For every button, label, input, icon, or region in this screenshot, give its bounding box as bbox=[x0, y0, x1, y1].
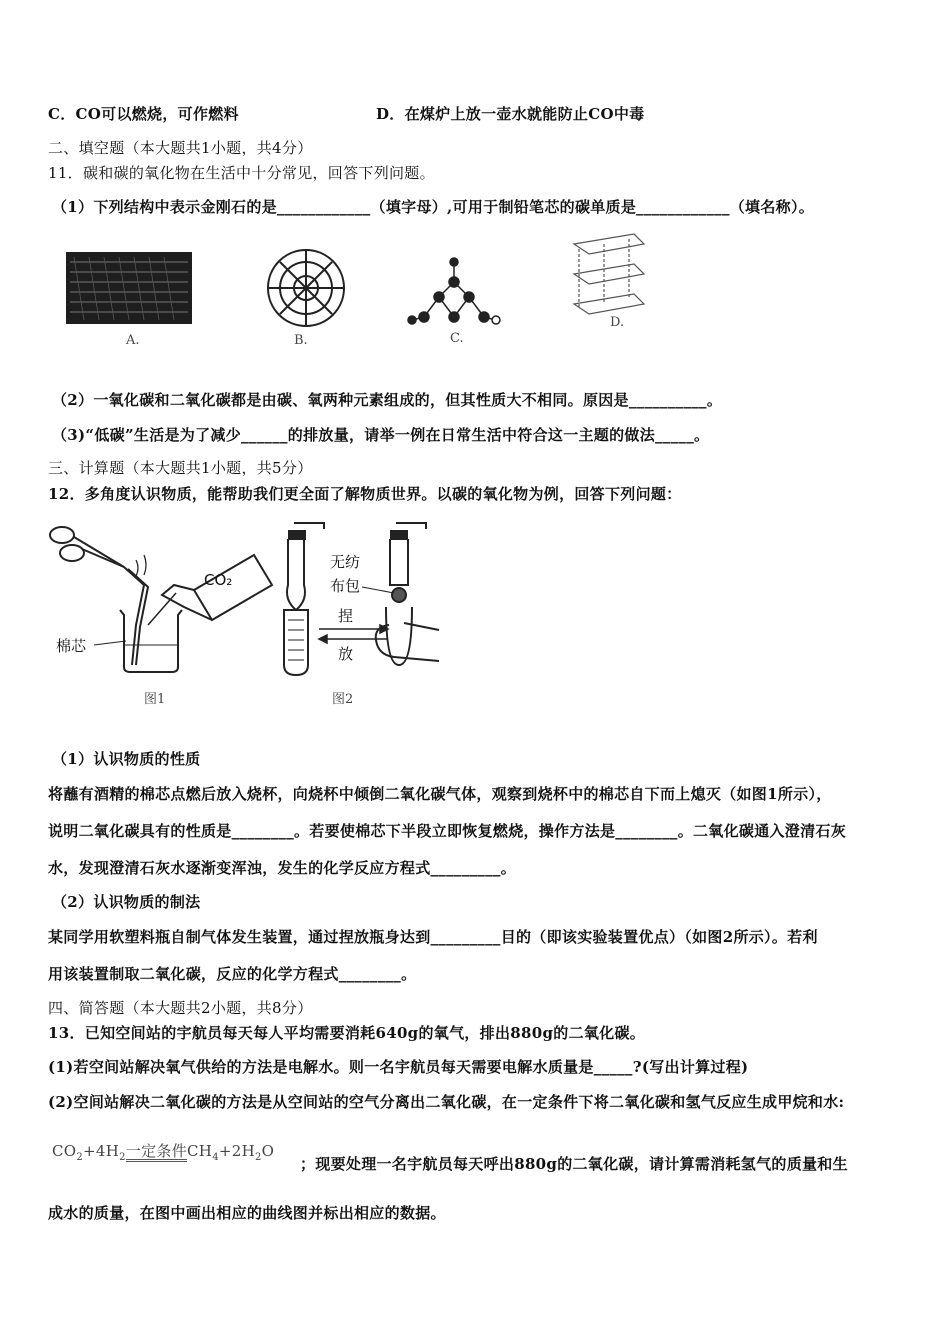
section-2-heading: 二、填空题（本大题共1小题，共4分） bbox=[48, 139, 313, 157]
release-label: 放 bbox=[338, 645, 354, 663]
label-b: B. bbox=[294, 333, 308, 348]
carbon-structures-figure bbox=[44, 222, 664, 350]
squeeze-label: 捏 bbox=[338, 607, 354, 625]
q12-stem: 12．多角度认识物质，能帮助我们更全面了解物质世界。以碳的氧化物为例，回答下列问题： bbox=[48, 485, 682, 503]
fig1-caption: 图1 bbox=[144, 692, 166, 707]
q10-option-d: D．在煤炉上放一壶水就能防止CO中毒 bbox=[376, 105, 645, 123]
section-3-heading: 三、计算题（本大题共1小题，共5分） bbox=[48, 459, 313, 477]
q12-para-2: 说明二氧化碳具有的性质是________。若要使棉芯下半段立即恢复燃烧，操作方法是________。二氧化碳通入澄清石灰 bbox=[48, 822, 847, 840]
label-a: A. bbox=[126, 333, 140, 348]
wick-label: 棉芯 bbox=[56, 637, 87, 655]
label-d: D. bbox=[610, 315, 625, 330]
beaker bbox=[120, 610, 182, 672]
section-4-heading: 四、简答题（本大题共2小题，共8分） bbox=[48, 999, 313, 1017]
q12-para-4: 某同学用软塑料瓶自制气体发生装置，通过捏放瓶身达到_________目的（即该实验装置优点）（如图2所示）。若利 bbox=[48, 928, 818, 946]
q13-stem: 13．已知空间站的宇航员每天每人平均需要消耗640g的氧气，排出880g的二氧化碳。 bbox=[48, 1024, 646, 1042]
reaction-equation: $CO_2+4H_2$一定条件$CH_4+2H_2O$ bbox=[52, 1142, 275, 1163]
q12-para-3: 水，发现澄清石灰水逐渐变浑浊，发生的化学反应方程式_________。 bbox=[48, 859, 517, 877]
q12-part2-heading: （2）认识物质的制法 bbox=[52, 893, 201, 911]
co2-label: CO₂ bbox=[204, 571, 233, 589]
q11-stem: 11．碳和碳的氧化物在生活中十分常见，回答下列问题。 bbox=[48, 164, 435, 182]
flame-icon bbox=[136, 555, 146, 576]
fig2-caption: 图2 bbox=[332, 692, 354, 707]
q10-option-c: C．CO可以燃烧，可作燃料 bbox=[48, 105, 239, 123]
q12-part1-heading: （1）认识物质的性质 bbox=[52, 750, 201, 768]
bag-label-2: 布包 bbox=[330, 577, 361, 595]
label-c: C. bbox=[450, 331, 464, 346]
q13-last-line: 成水的质量，在图中画出相应的曲线图并标出相应的数据。 bbox=[48, 1204, 446, 1222]
q12-para-1: 将蘸有酒精的棉芯点燃后放入烧杯，向烧杯中倾倒二氧化碳气体，观察到烧杯中的棉芯自下而上熄灭（如图1所示）， bbox=[48, 785, 832, 803]
q12-para-5: 用该装置制取二氧化碳，反应的化学方程式________。 bbox=[48, 965, 417, 983]
q11-part1: （1）下列结构中表示金刚石的是____________（填字母）,可用于制铅笔芯的碳单质是____________（填名称）。 bbox=[52, 198, 815, 216]
co2-bottle bbox=[148, 555, 272, 625]
structure-a-nanotube bbox=[66, 252, 192, 324]
bag-label-1: 无纺 bbox=[330, 553, 361, 571]
arrows bbox=[319, 625, 388, 643]
q13-part1: (1)若空间站解决氧气供给的方法是电解水。则一名宇航员每天需要电解水质量是_____?(写出计算过程) bbox=[48, 1058, 749, 1076]
experiment-figure bbox=[44, 515, 464, 710]
fig2-left-apparatus bbox=[284, 523, 324, 675]
q11-part2: （2）一氧化碳和二氧化碳都是由碳、氧两种元素组成的，但其性质大不相同。原因是__________。 bbox=[52, 391, 723, 409]
q13-part2-tail: ；现要处理一名宇航员每天呼出880g的二氧化碳，请计算需消耗氢气的质量和生 bbox=[300, 1155, 848, 1173]
q11-part3: （3)“低碳”生活是为了减少______的排放量，请举一例在日常生活中符合这一主题的做法_____。 bbox=[52, 426, 710, 444]
q13-part2: (2)空间站解决二氧化碳的方法是从空间站的空气分离出二氧化碳，在一定条件下将二氧化碳和氢气反应生成甲烷和水: bbox=[48, 1093, 845, 1111]
structure-b-fullerene bbox=[268, 250, 344, 326]
fig2-right-apparatus bbox=[376, 523, 439, 665]
